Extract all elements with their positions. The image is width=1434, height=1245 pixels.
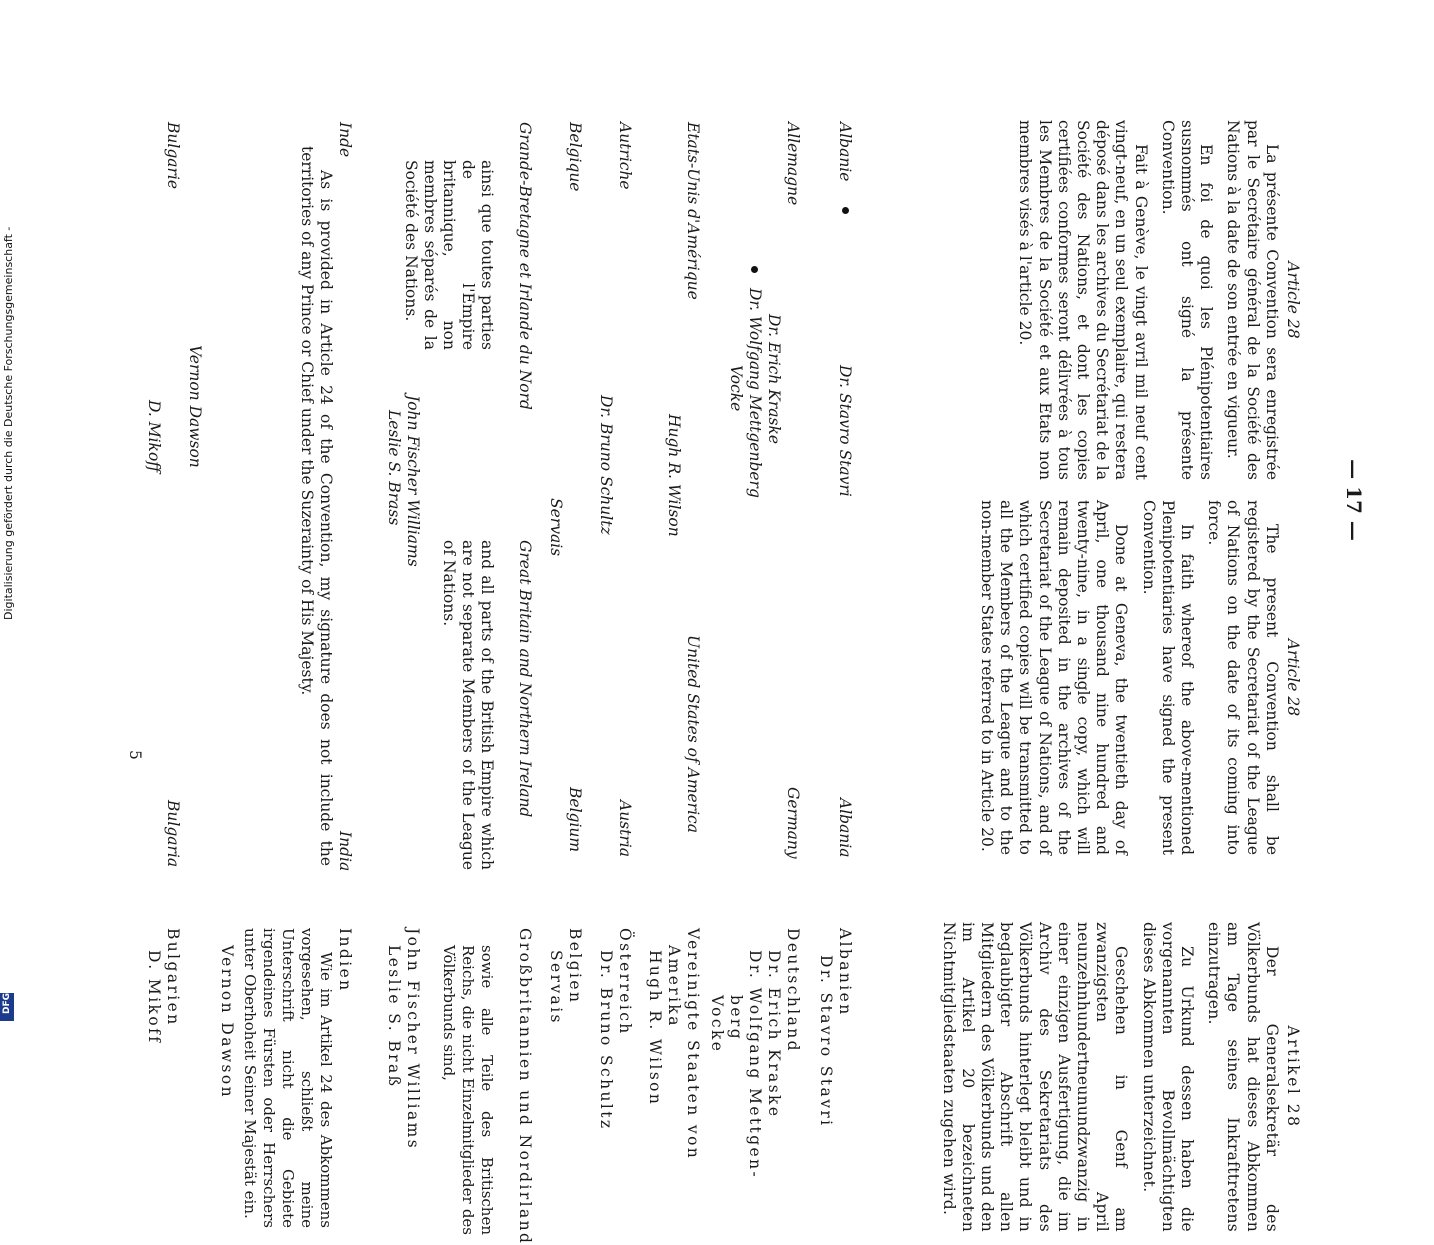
india-signer: Vernon Dawson xyxy=(186,345,204,468)
de-paragraph-3: Geschehen in Genf am zwanzigsten April neunzehnhundertneunundzwanzig in einer einzigen Ausfertigung, die im Archiv des Sekretariats des Völkerbunds hinterlegt bleibt und in beglaubigter Abschrift allen Mitgliedern des Völkerbunds und den im Artikel 20 bezeichneten Nichtmitgliedstaaten zugehen wird. xyxy=(939,922,1131,1232)
dfg-logo-text: DFG xyxy=(2,993,12,1015)
en-paragraph-3: Done at Geneva, the twentieth day of April, one thousand nine hundred and twenty-nine, in a single copy, which will remain deposited in the archives of the Secretariat of the League of Nations, and of which certified copies will be transmitted to all the Members of the League and to the non-member States referred to in Article 20. xyxy=(977,500,1131,855)
albania-de-signer: Dr. Stavro Stavri xyxy=(817,955,835,1128)
india-de-text: Wie im Artikel 24 des Abkommens vorgesehen, schließt meine Unterschrift nicht die Gebiete irgendeines Fürsten oder Herrschers unter Oberhoheit Seiner Majestät ein. xyxy=(241,928,335,1228)
funding-note: Digitalisierung gefördert durch die Deutsche Forschungsgemeinschaft - xyxy=(2,226,15,620)
bullet-mark xyxy=(751,266,758,273)
austria-de: Österreich xyxy=(616,928,634,1036)
austria-de-signer: Dr. Bruno Schultz xyxy=(597,950,615,1131)
germany-signer-2: Dr. Wolfgang Mettgenberg xyxy=(746,288,764,498)
de-article-title: Artikel 28 xyxy=(1284,1025,1302,1129)
usa-de-a: Vereinigte Staaten von xyxy=(684,928,702,1161)
india-de-signer: Vernon Dawson xyxy=(218,945,236,1099)
bulgaria-en: Bulgaria xyxy=(164,800,182,868)
albania-en: Albania xyxy=(836,798,854,858)
french-column xyxy=(1007,120,1302,480)
en-paragraph-1: The present Convention shall be registered by the Secretariat of the League of Nations on the date of its coming into force. xyxy=(1205,500,1281,855)
india-fr: Inde xyxy=(336,122,354,158)
gb-de-b: sowie alle Teile des Britischen Reichs, die nicht Einzelmitglieder des Völkerbunds sind, xyxy=(440,945,496,1235)
en-paragraph-2: In faith whereof the above-mentioned Plenipotentiaries have signed the present Convention. xyxy=(1139,500,1196,855)
india-en-text: As is provided in Article 24 of the Convention, my signature does not include the territories of any Prince or Chief under the Suzerainty of His Majesty. xyxy=(298,146,335,866)
austria-en: Austria xyxy=(616,800,634,857)
en-article-title: Article 28 xyxy=(1284,638,1302,717)
germany-signer-1: Dr. Erich Kraske xyxy=(765,314,783,445)
gb-de-a: Großbritannien und Nordirland xyxy=(516,928,534,1245)
german-column xyxy=(930,922,1302,1232)
english-column xyxy=(969,500,1302,855)
germany-de-signer-3: Vocke xyxy=(708,995,726,1054)
bullet-mark xyxy=(842,207,849,214)
usa-en: United States of America xyxy=(684,635,702,833)
usa-fr: Etats-Unis d'Amérique xyxy=(684,122,702,300)
usa-de-signer: Hugh R. Wilson xyxy=(646,950,664,1107)
gb-fr-a: Grande-Bretagne et Irlande du Nord xyxy=(516,122,534,410)
de-paragraph-2: Zu Urkund dessen haben die vorgenannten Bevollmächtigten dieses Abkommen unterzeichnet. xyxy=(1139,922,1196,1232)
bulgaria-fr: Bulgarie xyxy=(164,122,182,190)
austria-fr: Autriche xyxy=(616,122,634,190)
belgium-de: Belgien xyxy=(566,928,584,1005)
germany-signer-3: Vocke xyxy=(727,365,745,412)
page-number: — 17 — xyxy=(1342,459,1366,541)
fr-paragraph-2: En foi de quoi les Plénipotentiaires susnommés ont signé la présente Convention. xyxy=(1158,120,1216,480)
de-paragraph-1: Der Generalsekretär des Völkerbunds hat dieses Abkommen am Tage seines Inkrafttretens einzutragen. xyxy=(1205,922,1281,1232)
albania-signer: Dr. Stavro Stavri xyxy=(836,365,854,497)
albania-de: Albanien xyxy=(836,928,854,1017)
gb-de-signer-2: Leslie S. Braß xyxy=(385,945,403,1089)
gb-en-a: Great Britain and Northern Ireland xyxy=(516,540,534,818)
gb-signer-1: John Fischer Williams xyxy=(404,395,422,567)
belgium-fr: Belgique xyxy=(566,122,584,192)
germany-de-signer-2a: Dr. Wolfgang Mettgen- xyxy=(746,950,764,1180)
germany-en: Germany xyxy=(784,787,802,859)
fr-paragraph-3: Fait à Genève, le vingt avril mil neuf cent vingt-neuf, en un seul exemplaire, qui restera déposé dans les archives du Secrétariat de la Société des Nations, et dont les copies certifiées conformes seront délivrées à tous les Membres de la Société et aux Etats non membres visés à l'article 20. xyxy=(1016,120,1150,480)
usa-de-b: Amerika xyxy=(665,945,683,1028)
india-en: India xyxy=(336,831,354,872)
austria-signer: Dr. Bruno Schultz xyxy=(597,395,615,535)
gb-de-signer-1: John Fischer Williams xyxy=(404,928,422,1151)
belgium-signer: Servais xyxy=(547,498,565,557)
india-de: Indien xyxy=(336,928,354,993)
bulgaria-signer: D. Mikoff xyxy=(145,400,163,473)
germany-de-signer-2b: berg xyxy=(727,995,745,1042)
fr-article-title: Article 28 xyxy=(1284,261,1302,339)
gb-signer-2: Leslie S. Brass xyxy=(385,410,403,526)
bulgaria-de-signer: D. Mikoff xyxy=(145,950,163,1045)
albania-fr: Albanie xyxy=(836,122,854,182)
fr-paragraph-1: La présente Convention sera enregistrée par le Secrétaire général de la Société des Nations à la date de son entrée en vigueur. xyxy=(1224,120,1281,480)
footer-page-number: 5 xyxy=(126,750,144,760)
gb-en-b: and all parts of the British Empire which are not separate Members of the League of Nations. xyxy=(440,540,496,870)
germany-fr: Allemagne xyxy=(784,122,802,206)
belgium-de-signer: Servais xyxy=(547,950,565,1025)
germany-de-signer-1: Dr. Erich Kraske xyxy=(765,950,783,1119)
germany-de: Deutschland xyxy=(784,928,802,1053)
gb-fr-b: ainsi que toutes parties de l'Empire britannique, non membres séparés de la Société des Nations. xyxy=(402,160,496,350)
usa-signer: Hugh R. Wilson xyxy=(665,414,683,537)
belgium-en: Belgium xyxy=(566,787,584,853)
bulgaria-de: Bulgarien xyxy=(164,928,182,1027)
